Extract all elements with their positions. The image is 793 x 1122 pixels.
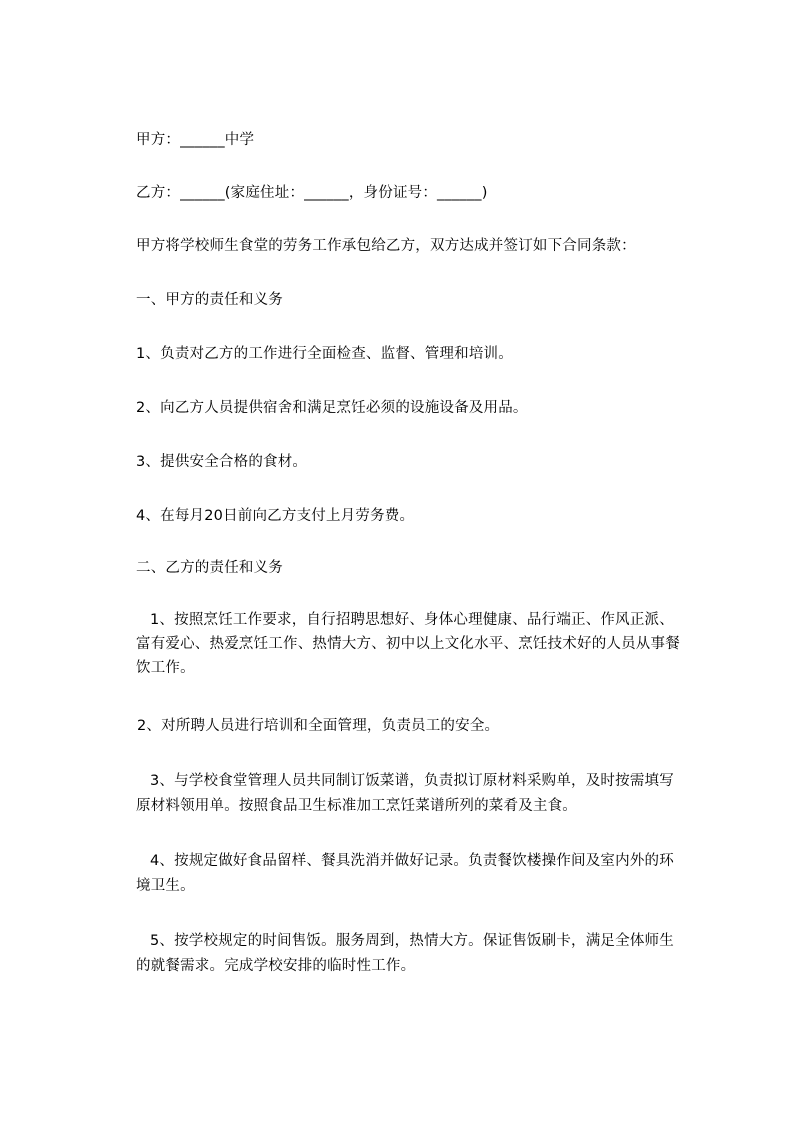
section1-heading: 一、甲方的责任和义务 — [136, 292, 283, 308]
section2-item-line: 3、与学校食堂管理人员共同制订饭菜谱，负责拟订原材料采购单，及时按需填写 — [150, 773, 674, 789]
section2-item-line: 1、按照烹饪工作要求，自行招聘思想好、身体心理健康、品行端正、作风正派、 — [150, 612, 674, 628]
section2-item-line: 境卫生。 — [136, 878, 195, 894]
section2-heading: 二、乙方的责任和义务 — [136, 560, 283, 576]
section1-item: 3、提供安全合格的食材。 — [136, 454, 308, 470]
section2-item-line: 的就餐需求。完成学校安排的临时性工作。 — [136, 958, 416, 974]
section1-item: 2、向乙方人员提供宿舍和满足烹饪必须的设施设备及用品。 — [136, 400, 528, 416]
party-b-line: 乙方：______(家庭住址：______，身份证号：______) — [136, 185, 488, 201]
section1-item: 1、负责对乙方的工作进行全面检查、监督、管理和培训。 — [136, 346, 513, 362]
section2-item-line: 4、按规定做好食品留样、餐具洗消并做好记录。负责餐饮楼操作间及室内外的环 — [150, 853, 674, 869]
section2-item-line: 富有爱心、热爱烹饪工作、热情大方、初中以上文化水平、烹饪技术好的人员从事餐 — [136, 636, 680, 652]
party-a-line: 甲方：______中学 — [136, 132, 255, 148]
section1-item: 4、在每月20日前向乙方支付上月劳务费。 — [136, 508, 415, 524]
section2-item-line: 5、按学校规定的时间售饭。服务周到，热情大方。保证售饭刷卡，满足全体师生 — [150, 933, 674, 949]
section2-item-line: 2、对所聘人员进行培训和全面管理，负责员工的安全。 — [137, 718, 500, 734]
intro-paragraph: 甲方将学校师生食堂的劳务工作承包给乙方，双方达成并签订如下合同条款： — [136, 238, 636, 254]
section2-item-line: 原材料领用单。按照食品卫生标准加工烹饪菜谱所列的菜肴及主食。 — [136, 798, 577, 814]
section2-item-line: 饮工作。 — [136, 660, 195, 676]
